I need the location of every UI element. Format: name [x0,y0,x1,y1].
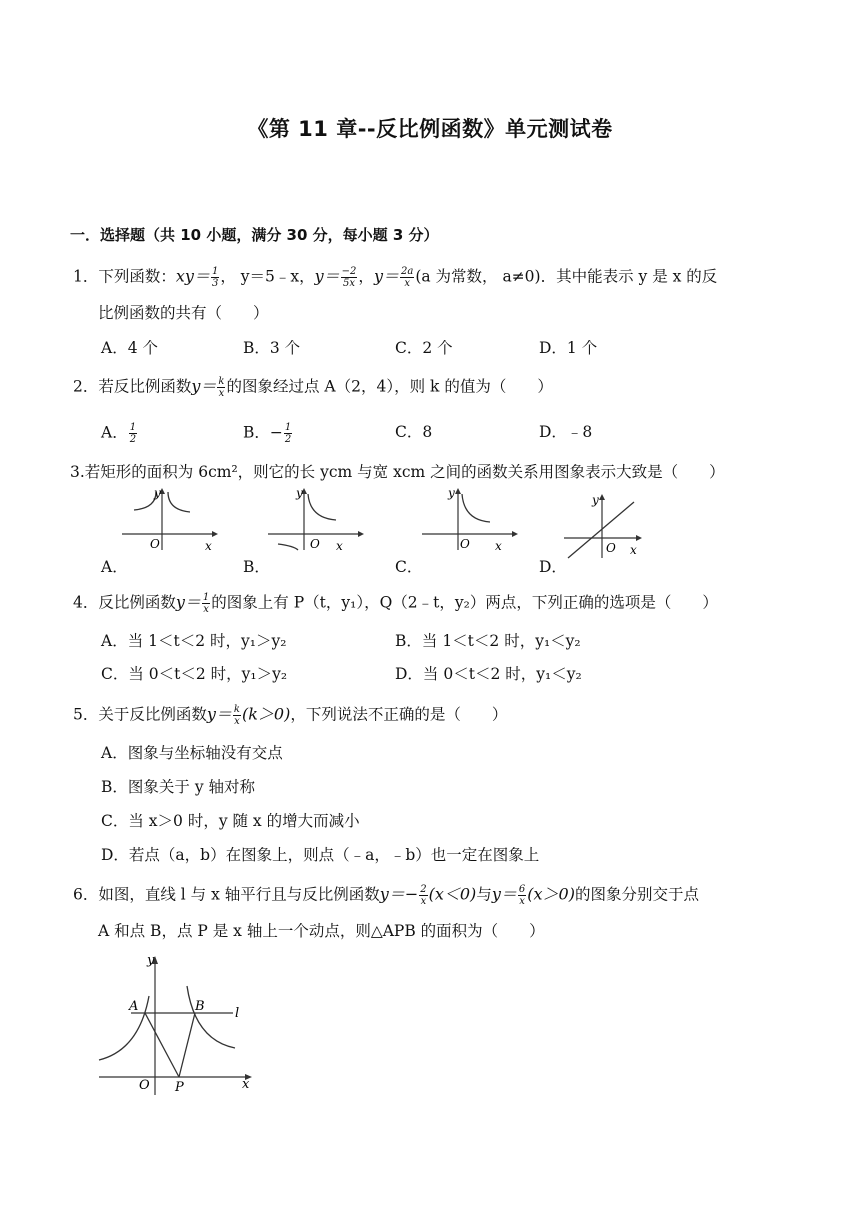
q6-figure [95,950,265,1100]
q2-b-label: B．− [243,423,283,442]
q1-frac1-num: 1 [211,266,219,277]
q6-line-l: l [235,1006,240,1021]
q6-text-pre: 6．如图，直线 l 与 x 轴平行且与反比例函数 [73,885,380,904]
q1-frac3-den: 5x [343,278,356,289]
q2-fraction [217,376,225,399]
q1-option-b: B．3 个 [243,339,301,357]
q3-option-c: C． [395,558,423,576]
q6-point-p: P [175,1080,184,1095]
q2-b-fraction [284,422,292,445]
q2-a-den: 2 [129,434,137,445]
q1-fraction-1 [211,266,219,289]
q1-formula-1: xy＝ [175,266,210,286]
q2-formula: y＝ [191,376,217,396]
q4-option-d: D．当 0＜t＜2 时，y₁＜y₂ [395,665,582,683]
q4-text-post: 的图象上有 P（t，y₁），Q（2﹣t，y₂）两点，下列正确的选项是（ ） [211,593,718,612]
q2-frac-den: x [218,388,225,399]
q6-formula-1: y＝− [379,884,419,904]
question-5 [73,704,507,727]
q6-point-b: B [195,999,205,1014]
q4-formula: y＝ [175,592,201,612]
q3b-origin: O [310,537,320,551]
q1-fraction-3 [341,266,358,289]
q3-graph-d [562,490,652,560]
q1-text-4: ， [358,267,374,286]
q2-text-pre: 2．若反比例函数 [73,377,192,396]
q6-frac2-den: x [519,896,525,907]
q1-text-2: ， y＝5﹣x， [220,267,315,286]
q6-formula-2: y＝ [491,884,517,904]
q3d-y-label: y [592,493,599,507]
q4-option-a: A．当 1＜t＜2 时，y₁＞y₂ [101,632,287,650]
q1-frac5-den: x [404,278,410,289]
q5-text-pre: 5．关于反比例函数 [73,705,207,724]
q1-formula-3: y＝ [314,266,340,286]
q3-graph-a [120,486,220,552]
q5-condition: (k＞0) [241,704,291,724]
q1-number: 1．下列函数： [73,267,176,286]
q6-point-a: A [129,999,139,1014]
q6-cond-1: (x＜0) [428,884,477,904]
question-3: 3.若矩形的面积为 6cm²，则它的长 ycm 与宽 xcm 之间的函数关系用图象表示大致是（ ） [70,463,725,481]
q1-line-2: 比例函数的共有（ ） [98,304,269,322]
question-4 [73,592,718,615]
q6-fraction-2 [518,884,526,907]
q2-option-b [243,422,293,445]
q5-option-c: C．当 x＞0 时，y 随 x 的增大而减小 [101,812,360,830]
q4-frac-num: 1 [202,592,210,603]
q3c-y-label: y [448,486,455,500]
q4-text-pre: 4．反比例函数 [73,593,176,612]
q1-frac1-den: 3 [211,278,219,289]
q6-cond-2: (x＞0) [527,884,575,904]
q1-frac5-num: 2a [400,266,414,277]
q2-a-fraction [129,422,137,445]
q3a-x-label: x [205,539,212,552]
q3-graph-b [266,486,366,552]
q2-option-d: D．﹣8 [539,423,593,441]
q6-frac1-den: x [420,896,427,907]
q2-a-num: 1 [129,422,137,433]
q2-frac-num: k [218,376,225,387]
section-heading: 一．选择题（共 10 小题，满分 30 分，每小题 3 分） [70,226,439,244]
q3-option-a: A． [101,558,128,576]
q2-option-a [101,422,138,445]
q6-frac1-num: 2 [420,884,427,895]
q5-text-post: ，下列说法不正确的是（ ） [290,705,508,724]
q1-fraction-5 [400,266,414,289]
q5-fraction [233,704,241,727]
q6-text-mid: 与 [476,885,492,904]
q4-frac-den: x [203,604,209,615]
question-2 [73,376,553,399]
question-6 [73,884,699,907]
q5-option-d: D．若点（a，b）在图象上，则点（﹣a，﹣b）也一定在图象上 [101,846,540,864]
q6-y-label: y [147,953,155,968]
q3c-x-label: x [495,539,502,552]
q5-option-a: A．图象与坐标轴没有交点 [101,744,283,762]
q4-fraction [202,592,210,615]
q5-frac-num: k [233,704,240,715]
q6-line-2: A 和点 B，点 P 是 x 轴上一个动点，则△APB 的面积为（ ） [98,922,545,940]
q6-frac2-num: 6 [518,884,526,895]
q3d-origin: O [606,541,616,555]
q2-a-label: A． [101,423,128,442]
q6-x-label: x [242,1077,250,1092]
q3d-x-label: x [630,543,637,557]
q3-option-d: D． [539,558,567,576]
q5-frac-den: x [234,716,240,727]
q1-frac3-num: −2 [341,266,357,277]
question-1 [73,266,717,289]
q3a-y-label: y [154,486,161,500]
q1-option-d: D．1 个 [539,339,598,357]
q3b-x-label: x [336,539,343,552]
q3-option-b: B． [243,558,270,576]
q3c-origin: O [460,537,470,551]
q2-b-num: 1 [284,422,292,433]
q6-text-post: 的图象分别交于点 [574,885,699,904]
q3b-y-label: y [296,486,303,500]
q3a-origin: O [150,537,160,551]
q1-text-6: (a 为常数， a≠0)．其中能表示 y 是 x 的反 [415,267,718,286]
q1-option-a: A．4 个 [101,339,158,357]
q1-formula-5: y＝ [373,266,399,286]
q1-option-c: C．2 个 [395,339,453,357]
q2-text-post: 的图象经过点 A（2，4），则 k 的值为（ ） [226,377,553,396]
q5-option-b: B．图象关于 y 轴对称 [101,778,256,796]
q2-b-den: 2 [284,434,292,445]
q4-option-c: C．当 0＜t＜2 时，y₁＞y₂ [101,665,288,683]
page-title: 《第 11 章--反比例函数》单元测试卷 [247,117,613,141]
q2-option-c: C．8 [395,423,433,441]
q6-origin-label: O [139,1078,150,1093]
q5-formula: y＝ [206,704,232,724]
q6-fraction-1 [419,884,427,907]
q4-option-b: B．当 1＜t＜2 时，y₁＜y₂ [395,632,581,650]
q3-graph-c [420,486,520,552]
